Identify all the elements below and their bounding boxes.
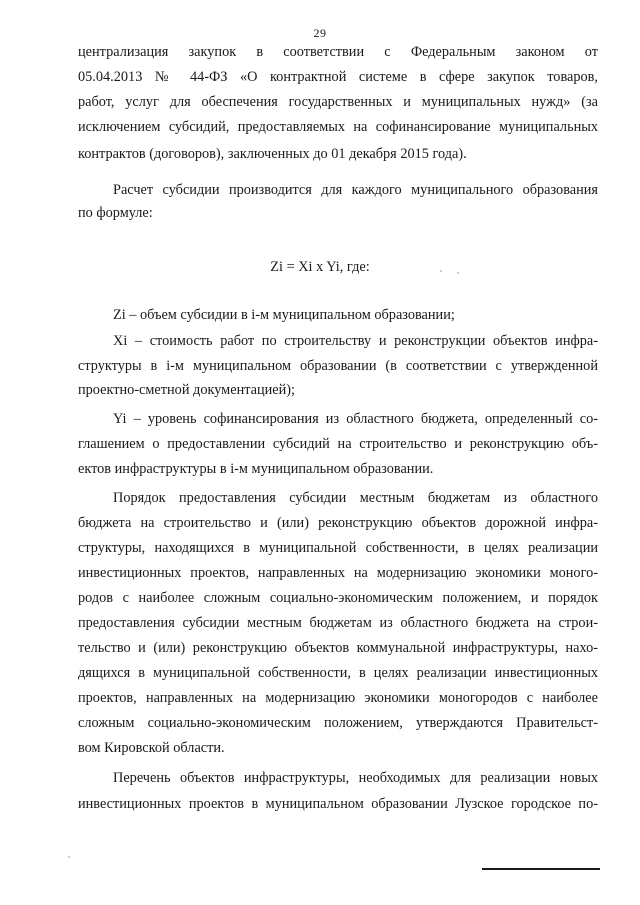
procedure-paragraph-line-10: сложным социально-экономическим положением, утверждаются Правительст- [78,715,598,731]
paragraph-1-line-4: исключением субсидий, предоставляемых на софинансирование муниципальных [78,119,598,135]
procedure-paragraph-line-8: дящихся в муниципальной собственности, в целях реализации инвестиционных [78,665,598,681]
definition-xi-line-3: проектно-сметной документацией); [78,382,296,398]
definition-yi-line-2: глашением о предоставлении субсидий на строительство и реконструкцию объ- [78,436,598,452]
definition-yi-line-3: ектов инфраструктуры в i-м муниципальном образовании. [78,461,434,477]
paragraph-2-line-1: Расчет субсидии производится для каждого муниципального образования [113,182,598,198]
procedure-paragraph-line-7: тельство и (или) реконструкцию объектов коммунальной инфраструктуры, нахо- [78,640,598,656]
scan-speck [457,272,459,274]
procedure-paragraph-line-5: родов с наиболее сложным социально-экономическим положением, и порядок [78,590,598,606]
paragraph-2-line-2: по формуле: [78,205,153,221]
list-paragraph-line-1: Перечень объектов инфраструктуры, необходимых для реализации новых [113,770,598,786]
procedure-paragraph-line-11: вом Кировской области. [78,740,225,756]
procedure-paragraph-line-6: предоставления субсидии местным бюджетам из областного бюджета на строи- [78,615,598,631]
definition-yi-line-1: Yi – уровень софинансирования из областного бюджета, определенный со- [113,411,598,427]
list-paragraph-line-2: инвестиционных проектов в муниципальном образовании Лузское городское по- [78,796,598,812]
page-number: 29 [313,26,327,40]
definition-xi-line-2: структуры в i-м муниципальном образовании (в соответствии с утвержденной [78,358,598,374]
procedure-paragraph-line-4: инвестиционных проектов, направленных на модернизацию экономики моного- [78,565,598,581]
scan-speck [68,856,70,858]
footer-rule [482,868,600,870]
paragraph-1-line-2: 05.04.2013 № 44-ФЗ «О контрактной системе в сфере закупок товаров, [78,69,598,85]
paragraph-1-line-3: работ, услуг для обеспечения государственных и муниципальных нужд» (за [78,94,598,110]
procedure-paragraph-line-2: бюджета на строительство и (или) реконструкцию объектов дорожной инфра- [78,515,598,531]
procedure-paragraph-line-9: проектов, направленных на модернизацию экономики моногородов с наиболее [78,690,598,706]
scan-speck [440,270,442,272]
paragraph-1-line-5: контрактов (договоров), заключенных до 01 декабря 2015 года). [78,146,467,162]
definition-xi-line-1: Xi – стоимость работ по строительству и реконструкции объектов инфра- [113,333,598,349]
formula: Zi = Xi x Yi, где: [270,259,370,275]
procedure-paragraph-line-1: Порядок предоставления субсидии местным бюджетам из областного [113,490,598,506]
procedure-paragraph-line-3: структуры, находящихся в муниципальной собственности, в целях реализации [78,540,598,556]
paragraph-1-line-1: централизация закупок в соответствии с Федеральным законом от [78,44,598,60]
definition-zi: Zi – объем субсидии в i-м муниципальном образовании; [113,307,455,323]
